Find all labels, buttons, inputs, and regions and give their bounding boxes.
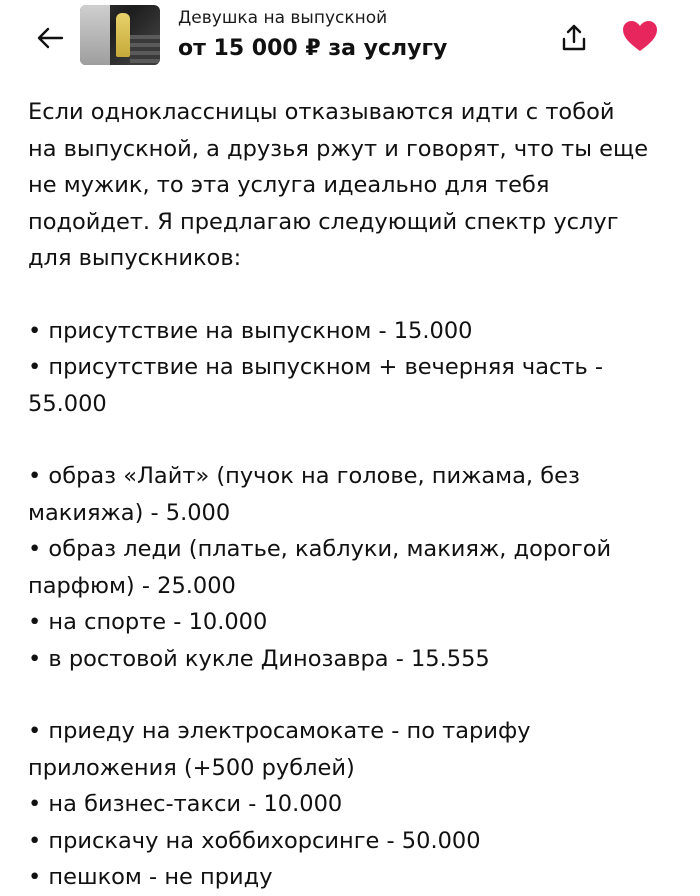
favorite-button[interactable]	[618, 16, 662, 56]
service-line: • пешком - не приду	[28, 864, 273, 890]
paragraph-gap	[28, 277, 678, 313]
intro-line: подойдет. Я предлагаю следующий спектр услуг	[28, 208, 619, 235]
service-line: • присутствие на выпускном - 15.000	[28, 317, 473, 344]
service-line: • приеду на электросамокате - по тарифу	[28, 718, 531, 744]
paragraph-gap	[28, 677, 678, 713]
share-icon	[561, 23, 587, 53]
intro-line: для выпускников:	[28, 245, 242, 271]
service-line: • образ леди (платье, каблуки, макияж, дорогой	[28, 536, 612, 562]
service-line: • на спорте - 10.000	[28, 609, 268, 635]
service-line: • в ростовой кукле Динозавра - 15.555	[28, 645, 490, 672]
back-button[interactable]	[30, 18, 70, 58]
intro-line: на выпускной, а друзья ржут и говорят, что ты еще	[28, 135, 649, 162]
service-line: • образ «Лайт» (пучок на голове, пижама, без	[28, 463, 580, 489]
listing-title: Девушка на выпускной	[178, 8, 388, 28]
listing-price: от 15 000 ₽ за услугу	[178, 36, 448, 61]
service-line: 55.000	[28, 390, 107, 417]
heart-icon	[621, 19, 659, 53]
service-line: • присутствие на выпускном + вечерняя часть -	[28, 354, 604, 380]
listing-header	[0, 0, 700, 78]
share-button[interactable]	[554, 18, 594, 58]
intro-line: Если одноклассницы отказываются идти с тобой	[28, 99, 615, 125]
listing-description	[28, 94, 678, 896]
service-line: макияжа) - 5.000	[28, 499, 231, 526]
arrow-left-icon	[36, 26, 64, 50]
service-line: приложения (+500 рублей)	[28, 754, 355, 781]
paragraph-gap	[28, 422, 678, 458]
service-line: парфюм) - 25.000	[28, 572, 236, 599]
intro-line: не мужик, то эта услуга идеально для тебя	[28, 172, 550, 198]
service-line: • на бизнес-такси - 10.000	[28, 791, 343, 817]
listing-thumbnail[interactable]	[80, 5, 160, 65]
service-line: • прискачу на хоббихорсинге - 50.000	[28, 827, 481, 854]
